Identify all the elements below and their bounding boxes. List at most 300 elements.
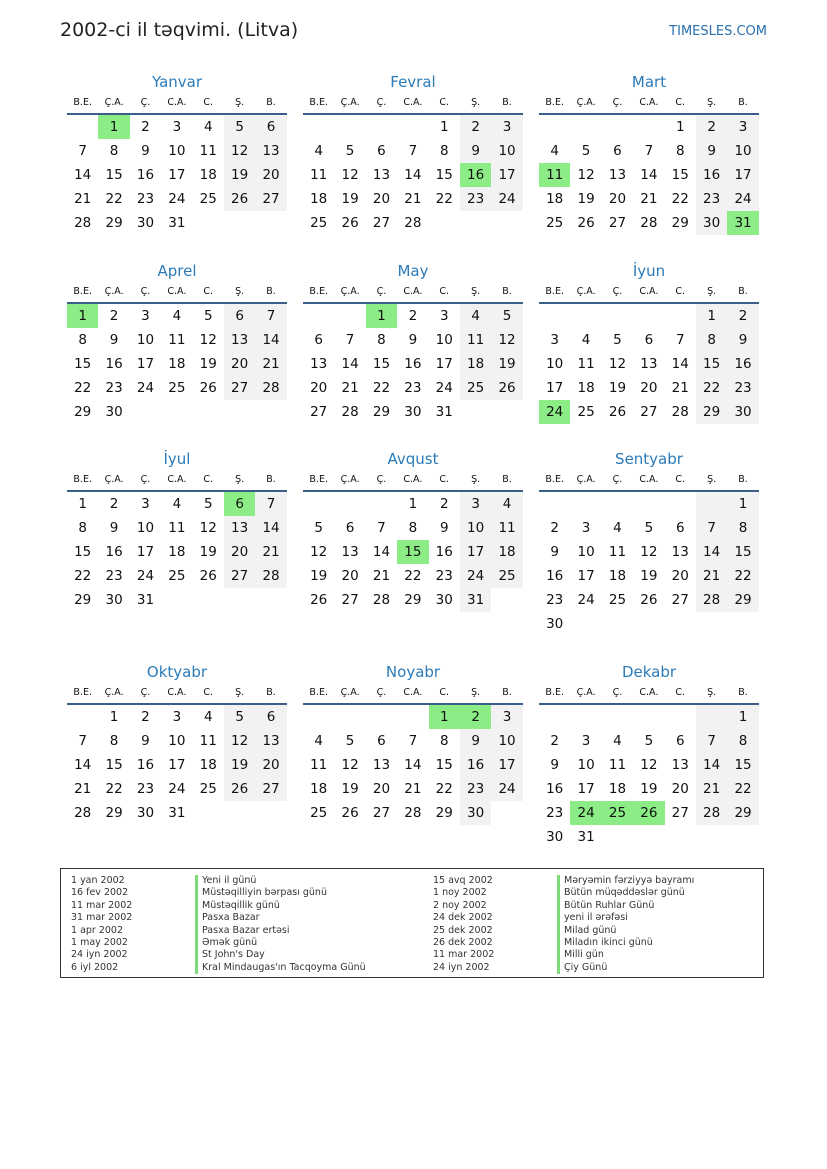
weekday-label: Ç. [612,474,623,485]
day-cell: 18 [168,544,186,560]
empty-cell [633,825,664,849]
day-cell: 24 [168,191,186,207]
empty-cell [161,588,192,612]
day-cell: 13 [224,516,255,540]
day-cell: 22 [372,380,391,396]
month-name: Yanvar [151,73,203,91]
day-cell: 23 [460,187,491,211]
day-cell: 5 [203,496,213,512]
empty-cell [255,801,286,825]
empty-cell [303,492,334,516]
day-cell: 23 [136,191,155,207]
day-cell: 8 [675,143,685,159]
legend-holiday-name: yeni il ərəfəsi [557,912,694,924]
day-cell: 4 [203,709,213,725]
weekday-label: C. [439,286,450,297]
day-cell: 19 [199,356,217,372]
day-cell: 28 [74,215,92,231]
day-cell: 9 [460,729,491,753]
weekday-label: Ç.A. [340,474,360,485]
weekday-header [539,282,759,304]
day-cell: 27 [341,592,359,608]
legend-left-names [195,875,366,974]
day-cell: 9 [550,544,559,560]
day-cell: 22 [671,191,689,207]
day-cell: 2 [727,304,758,328]
day-cell: 27 [255,187,286,211]
day-cell: 15 [727,753,758,777]
day-cell: 17 [136,544,155,560]
month-4 [67,260,287,424]
day-grid [539,304,759,424]
day-cell: 7 [377,520,386,536]
day-cell: 11 [310,757,328,773]
day-cell: 8 [439,733,449,749]
weekday-label: C. [675,286,686,297]
day-cell: 6 [255,705,286,729]
day-cell: 1 [696,304,727,328]
day-cell: 6 [224,304,255,328]
day-cell: 15 [696,352,727,376]
day-cell: 25 [199,191,217,207]
weekday-label: Ş. [235,97,245,108]
day-cell: 23 [404,380,422,396]
day-cell: 9 [696,139,727,163]
legend-holiday-name: Pasxa Bazar ertəsi [195,925,366,937]
day-cell: 15 [105,167,123,183]
day-cell: 21 [671,380,689,396]
empty-cell [665,304,696,328]
day-cell: 23 [546,805,564,821]
legend-date: 24 dek 2002 [433,912,493,924]
day-cell: 2 [109,496,119,512]
legend-holiday-name: Çiy Günü [557,962,694,974]
day-cell: 1 [727,492,758,516]
day-cell: 27 [310,404,328,420]
day-cell: 20 [255,163,286,187]
day-cell: 11 [608,544,627,560]
empty-cell [193,801,224,825]
day-cell: 24 [570,801,601,825]
day-cell: 29 [671,215,689,231]
weekday-label: C.A. [403,286,423,297]
day-cell: 13 [224,328,255,352]
day-cell: 15 [727,540,758,564]
empty-cell [255,400,286,424]
empty-cell [491,588,522,612]
empty-cell [303,304,334,328]
day-cell: 4 [460,304,491,328]
empty-cell [366,115,397,139]
empty-cell [397,705,428,729]
legend-left-dates [71,875,132,974]
day-cell: 16 [696,163,727,187]
day-cell: 30 [435,592,453,608]
day-grid [539,705,759,849]
weekday-label: B.E. [545,97,564,108]
day-cell: 1 [109,709,119,725]
day-grid [303,705,523,825]
day-cell: 15 [372,356,391,372]
day-cell: 14 [341,356,359,372]
weekday-label: B. [266,97,276,108]
day-cell: 28 [404,805,422,821]
month-10 [67,661,287,825]
day-cell: 10 [136,520,155,536]
day-cell: 6 [675,520,685,536]
day-cell: 11 [539,163,570,187]
empty-cell [665,612,696,636]
day-cell: 21 [255,540,286,564]
day-cell: 2 [460,705,491,729]
weekday-label: Ş. [471,474,481,485]
day-cell: 21 [404,781,422,797]
day-cell: 28 [255,376,286,400]
day-cell: 4 [613,520,622,536]
legend-date: 11 mar 2002 [433,949,495,961]
month-name: Noyabr [385,663,441,681]
site-link[interactable]: TIMESLES.COM [669,24,767,39]
day-grid [303,115,523,235]
day-cell: 21 [74,191,92,207]
day-cell: 13 [255,139,286,163]
day-cell: 31 [460,588,491,612]
legend-holiday-name: Məryəmin fərziyyə bayramı [557,875,694,887]
day-cell: 3 [141,308,150,324]
weekday-header [303,470,523,492]
day-cell: 10 [546,356,564,372]
day-cell: 14 [671,356,689,372]
day-cell: 5 [613,332,622,348]
day-grid [67,492,287,612]
day-cell: 21 [372,568,391,584]
day-cell: 13 [255,729,286,753]
day-cell: 23 [105,568,123,584]
weekday-label: Ş. [235,474,245,485]
day-cell: 16 [105,356,123,372]
day-cell: 22 [435,191,453,207]
month-5 [303,260,523,424]
legend-holiday-name: Əmək günü [195,937,366,949]
day-cell: 24 [577,592,595,608]
day-cell: 13 [341,544,359,560]
legend-holiday-name: Müstəqillik günü [195,900,366,912]
day-cell: 27 [671,592,689,608]
day-cell: 27 [608,215,627,231]
day-cell: 11 [608,757,627,773]
empty-cell [193,588,224,612]
day-cell: 9 [460,139,491,163]
day-cell: 12 [199,332,217,348]
day-cell: 27 [255,777,286,801]
empty-cell [696,825,727,849]
day-cell: 14 [74,167,92,183]
day-cell: 25 [310,215,328,231]
empty-cell [665,705,696,729]
weekday-label: B.E. [73,474,92,485]
day-cell: 13 [372,757,391,773]
day-cell: 26 [224,777,255,801]
day-cell: 13 [671,544,689,560]
day-cell: 29 [435,805,453,821]
day-grid [67,304,287,424]
day-cell: 16 [435,544,453,560]
day-cell: 23 [546,592,564,608]
weekday-label: Ç. [140,687,151,698]
month-2 [303,71,523,235]
day-cell: 16 [460,163,491,187]
weekday-label: B. [502,474,512,485]
day-cell: 24 [460,564,491,588]
day-cell: 7 [644,143,654,159]
day-cell: 12 [640,544,658,560]
weekday-label: Ç.A. [340,286,360,297]
empty-cell [255,211,286,235]
empty-cell [633,612,664,636]
day-cell: 10 [491,729,522,753]
day-cell: 8 [408,520,418,536]
day-cell: 15 [435,167,453,183]
day-cell: 4 [172,496,182,512]
day-cell: 30 [404,404,422,420]
day-cell: 27 [224,376,255,400]
legend-holiday-name: St John's Day [195,949,366,961]
weekday-header [67,282,287,304]
weekday-label: Ş. [235,687,245,698]
day-cell: 29 [74,404,92,420]
weekday-label: Ş. [707,474,717,485]
day-cell: 2 [141,119,150,135]
day-cell: 7 [408,733,418,749]
day-cell: 2 [460,115,491,139]
day-cell: 17 [577,781,595,797]
weekday-label: B.E. [309,474,328,485]
empty-cell [130,400,161,424]
day-cell: 27 [224,564,255,588]
day-cell: 29 [74,592,92,608]
empty-cell [570,705,601,729]
weekday-label: B.E. [545,474,564,485]
month-name: İyul [163,450,191,468]
month-name: Aprel [157,262,197,280]
day-cell: 14 [696,753,727,777]
day-cell: 18 [546,191,564,207]
day-cell: 18 [310,191,328,207]
empty-cell [224,588,255,612]
weekday-label: B. [738,97,748,108]
weekday-label: Ç.A. [576,687,596,698]
weekday-label: B.E. [545,687,564,698]
day-grid [303,492,523,612]
day-cell: 18 [491,540,522,564]
day-cell: 4 [491,492,522,516]
empty-cell [570,115,601,139]
day-cell: 30 [105,404,123,420]
day-cell: 1 [408,496,418,512]
day-cell: 20 [341,568,359,584]
legend-date: 24 iyn 2002 [433,961,490,973]
weekday-label: Ç.A. [104,687,124,698]
day-cell: 21 [404,191,422,207]
weekday-label: B. [502,687,512,698]
legend-date: 15 avq 2002 [433,875,493,886]
empty-cell [633,304,664,328]
weekday-label: Ç. [140,474,151,485]
day-cell: 12 [199,520,217,536]
empty-cell [224,400,255,424]
weekday-label: C.A. [639,97,659,108]
day-cell: 24 [491,777,522,801]
day-cell: 26 [199,568,217,584]
weekday-label: B. [502,97,512,108]
day-cell: 22 [696,376,727,400]
day-cell: 18 [460,352,491,376]
month-8 [303,448,523,612]
day-cell: 7 [696,516,727,540]
weekday-label: C.A. [167,97,187,108]
legend-holiday-name: Müstəqilliyin bərpası günü [195,887,366,899]
empty-cell [303,705,334,729]
day-cell: 30 [696,211,727,235]
day-cell: 26 [199,380,217,396]
month-name: Dekabr [621,663,677,681]
empty-cell [334,492,365,516]
day-cell: 6 [644,332,654,348]
day-grid [539,115,759,235]
empty-cell [602,825,633,849]
weekday-label: Ç. [376,97,387,108]
day-cell: 5 [224,705,255,729]
day-cell: 17 [727,163,758,187]
day-cell: 14 [74,757,92,773]
weekday-header [303,93,523,115]
legend-date: 24 iyn 2002 [71,949,128,961]
month-7 [67,448,287,612]
day-cell: 8 [727,729,758,753]
month-11 [303,661,523,825]
empty-cell [491,211,522,235]
weekday-label: Ç.A. [104,97,124,108]
legend-holiday-name: Milad günü [557,925,694,937]
empty-cell [602,705,633,729]
day-cell: 11 [491,516,522,540]
weekday-label: C. [203,474,214,485]
day-cell: 13 [640,356,658,372]
day-cell: 6 [675,733,685,749]
day-cell: 3 [491,115,522,139]
day-cell: 2 [141,709,150,725]
day-cell: 5 [581,143,591,159]
day-cell: 25 [168,380,186,396]
day-cell: 10 [460,516,491,540]
day-cell: 20 [310,380,328,396]
weekday-label: Ç.A. [576,474,596,485]
legend-right-dates [433,875,494,974]
weekday-label: C.A. [403,97,423,108]
day-cell: 23 [696,187,727,211]
empty-cell [602,492,633,516]
day-cell: 4 [314,733,323,749]
day-cell: 11 [310,167,328,183]
empty-cell [727,612,758,636]
weekday-label: Ş. [235,286,245,297]
day-cell: 21 [74,781,92,797]
day-cell: 20 [224,352,255,376]
day-cell: 9 [550,757,559,773]
day-cell: 28 [404,215,422,231]
day-cell: 17 [168,167,186,183]
day-cell: 20 [372,191,391,207]
legend-holiday-name: Milli gün [557,949,694,961]
legend-date: 2 noy 2002 [433,899,487,911]
empty-cell [303,115,334,139]
day-cell: 10 [577,544,595,560]
legend-date: 16 fev 2002 [71,887,129,899]
weekday-label: Ç.A. [104,474,124,485]
day-cell: 19 [341,781,359,797]
empty-cell [491,400,522,424]
weekday-header [67,683,287,705]
legend-date: 11 mar 2002 [71,899,133,911]
legend-date: 1 apr 2002 [71,924,124,936]
empty-cell [633,115,664,139]
day-cell: 9 [109,520,119,536]
weekday-label: C.A. [639,474,659,485]
day-cell: 10 [727,139,758,163]
day-cell: 27 [671,805,689,821]
day-cell: 3 [439,308,449,324]
month-name: May [397,262,429,280]
day-cell: 10 [491,139,522,163]
day-cell: 26 [491,376,522,400]
day-cell: 16 [136,757,155,773]
day-cell: 25 [460,376,491,400]
day-cell: 26 [608,404,627,420]
day-cell: 12 [491,328,522,352]
weekday-label: Ş. [707,286,717,297]
day-cell: 2 [408,308,418,324]
day-cell: 12 [310,544,328,560]
day-cell: 8 [109,733,119,749]
day-cell: 4 [613,733,622,749]
day-cell: 23 [460,777,491,801]
day-cell: 21 [696,564,727,588]
day-cell: 16 [460,753,491,777]
day-cell: 24 [136,380,155,396]
day-cell: 7 [255,492,286,516]
day-cell: 28 [341,404,359,420]
day-cell: 9 [408,332,418,348]
day-cell: 22 [74,568,92,584]
day-cell: 9 [439,520,449,536]
day-grid [67,115,287,235]
day-cell: 29 [727,801,758,825]
empty-cell [633,492,664,516]
day-cell: 6 [224,492,255,516]
weekday-label: Ç.A. [104,286,124,297]
day-cell: 19 [608,380,627,396]
day-cell: 3 [491,705,522,729]
weekday-label: B. [266,474,276,485]
day-cell: 25 [608,592,627,608]
day-cell: 4 [581,332,591,348]
weekday-header [539,470,759,492]
day-cell: 9 [109,332,119,348]
day-cell: 7 [408,143,418,159]
legend-date: 1 yan 2002 [71,875,125,886]
day-cell: 28 [696,801,727,825]
weekday-label: C.A. [403,687,423,698]
